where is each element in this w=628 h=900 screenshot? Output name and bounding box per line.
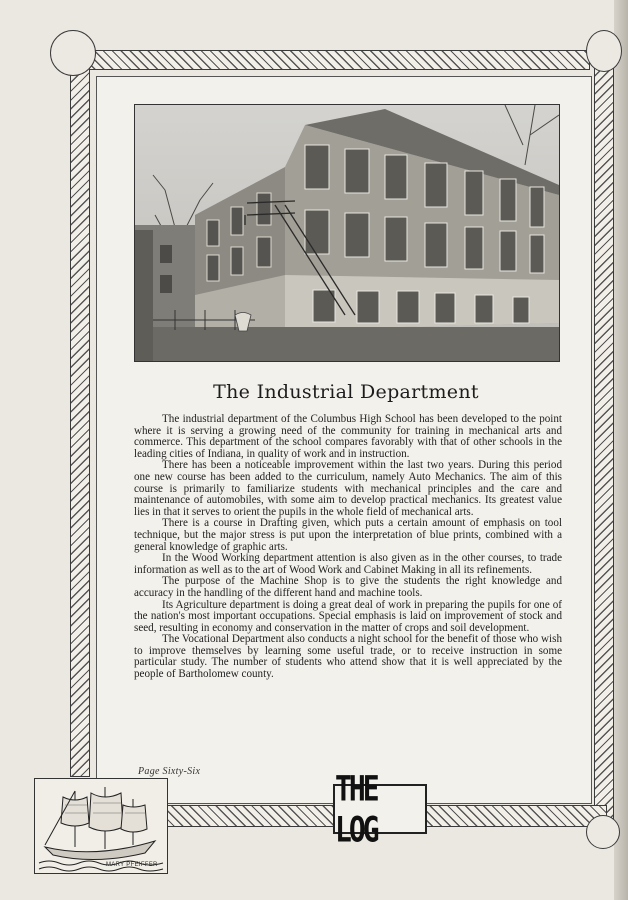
- page-edge-shadow: [614, 0, 628, 900]
- logo-text: THE LOG: [335, 767, 377, 851]
- paragraph: There is a course in Drafting given, which puts a certain amount of emphasis on tool technique, but the major stress is put upon the interpretation of blue prints, combined with a general knowledge of graphic arts.: [134, 517, 562, 553]
- border-knot-bottom-right: [586, 815, 620, 849]
- paragraph: In the Wood Working department attention is also given as in the other courses, to trade information as well as to the art of Wood Work and Cabinet Making in all its refinements.: [134, 552, 562, 576]
- border-band-top: [68, 50, 590, 70]
- artist-signature: MARY PFEIFFER: [106, 862, 158, 868]
- paragraph: The purpose of the Machine Shop is to give the students the right knowledge and accuracy in the handling of the different hand and machine tools.: [134, 575, 562, 599]
- article-body: [134, 414, 562, 681]
- border-band-left: [70, 55, 90, 777]
- paragraph: Its Agriculture department is doing a great deal of work in preparing the pupils for one of the nation's most important occupations. Special emphasis is laid on improvement of stock and seed, resulting in economy and conservation in the matter of crops and soil development.: [134, 598, 562, 634]
- paragraph: There has been a noticeable improvement within the last two years. During this period one new course has been added to the curriculum, namely Auto Mechanics. The aim of this course is primarily to familiarize students with mechanical principles and the care and maintenance of automobiles, with some aim to develop practical mechanics. Its greatest value lies in that it serves to orient the pupils in the whole field of mechanical arts.: [134, 459, 562, 518]
- border-band-right: [594, 40, 614, 842]
- building-photo: [134, 104, 560, 362]
- border-knot-top-right: [586, 30, 622, 72]
- page-title: The Industrial Department: [213, 381, 479, 403]
- border-knot-top-left: [50, 30, 96, 76]
- paragraph: The Vocational Department also conducts a night school for the benefit of those who wish to improve themselves by learning some useful trade, or to receive instruction in some particular study. The number of students who attend show that it is well appreciated by the people of Bartholomew county.: [134, 633, 562, 681]
- ship-illustration: [34, 778, 168, 874]
- log-logo: [333, 767, 427, 851]
- sailing-ship-icon: [35, 779, 167, 873]
- page-number: Page Sixty-Six: [138, 766, 201, 777]
- paragraph: The industrial department of the Columbus High School has been developed to the point where it is serving a growing need of the community for training in mechanical arts and commerce. This department of the school compares favorably with that of other schools in the leading cities of Indiana, in quality of work and in instruction.: [134, 413, 562, 460]
